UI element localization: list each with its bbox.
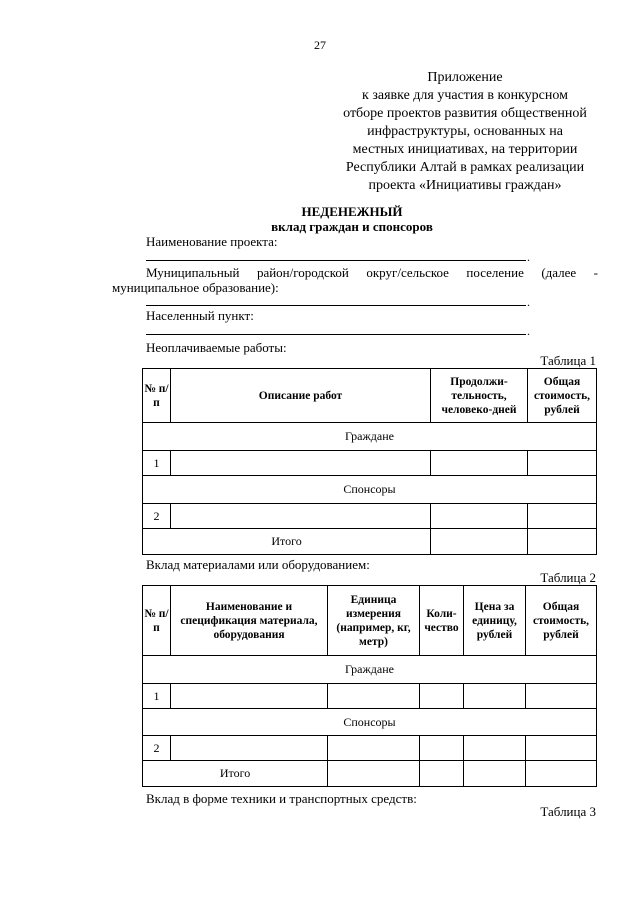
appendix-header (330, 69, 600, 195)
project-name-field[interactable] (146, 260, 526, 261)
cell-work-description[interactable] (171, 451, 431, 476)
title-line-1: НЕДЕНЕЖНЫЙ (301, 204, 403, 219)
materials-label: Вклад материалами или оборудованием: (146, 557, 370, 572)
table-unpaid-work (142, 368, 597, 555)
cell-total-cost[interactable] (528, 504, 597, 529)
cell-quantity[interactable] (420, 736, 464, 761)
settlement-dot: . (527, 324, 530, 338)
cell-total-unit-price[interactable] (464, 761, 526, 787)
cell-unit[interactable] (328, 736, 420, 761)
municipality-label: Муниципальный район/городской округ/сельское поселение (далее - (146, 265, 598, 280)
row-total-label: Итого (143, 529, 431, 555)
cell-unit-price[interactable] (464, 736, 526, 761)
page-number: 27 (314, 38, 326, 52)
col-unit-price: Цена за единицу, рублей (464, 586, 526, 656)
table2-caption: Таблица 2 (540, 570, 596, 585)
cell-total-quantity[interactable] (420, 761, 464, 787)
table1-caption: Таблица 1 (540, 353, 596, 368)
appendix-line: Приложение (427, 70, 503, 85)
cell-total-unit[interactable] (328, 761, 420, 787)
row-number: 2 (143, 736, 171, 761)
appendix-line: местных инициативах, на территории (352, 142, 578, 157)
col-number: № п/п (143, 369, 171, 423)
section-citizens: Граждане (143, 656, 597, 684)
cell-work-description[interactable] (171, 504, 431, 529)
cell-material-name[interactable] (171, 684, 328, 709)
appendix-line: проекта «Инициативы граждан» (368, 178, 562, 193)
col-material-name: Наименование и спецификация материала, оборудования (171, 586, 328, 656)
settlement-field[interactable] (146, 334, 526, 335)
cell-quantity[interactable] (420, 684, 464, 709)
table3-caption: Таблица 3 (540, 804, 596, 819)
cell-material-name[interactable] (171, 736, 328, 761)
cell-total-cost[interactable] (526, 736, 597, 761)
municipality-dot: . (527, 295, 530, 309)
project-name-label: Наименование проекта: (146, 234, 278, 249)
row-number: 2 (143, 504, 171, 529)
section-citizens: Граждане (143, 423, 597, 451)
col-total-cost: Общая стоимость, рублей (528, 369, 597, 423)
cell-duration[interactable] (431, 504, 528, 529)
unpaid-work-label: Неоплачиваемые работы: (146, 340, 287, 355)
cell-unit[interactable] (328, 684, 420, 709)
section-sponsors: Спонсоры (143, 709, 597, 736)
col-quantity: Коли-чество (420, 586, 464, 656)
vehicles-label: Вклад в форме техники и транспортных средств: (146, 791, 417, 806)
project-name-dot: . (527, 250, 530, 264)
cell-total-duration[interactable] (431, 529, 528, 555)
appendix-line: Республики Алтай в рамках реализации (345, 160, 585, 175)
col-duration: Продолжи-тельность, человеко-дней (431, 369, 528, 423)
col-work-description: Описание работ (171, 369, 431, 423)
cell-unit-price[interactable] (464, 684, 526, 709)
col-number: № п/п (143, 586, 171, 656)
municipality-field[interactable] (146, 305, 526, 306)
cell-total-cost[interactable] (526, 684, 597, 709)
appendix-line: к заявке для участия в конкурсном (362, 88, 568, 103)
document-title (150, 204, 554, 234)
cell-total-cost[interactable] (528, 451, 597, 476)
row-total-label: Итого (143, 761, 328, 787)
row-number: 1 (143, 451, 171, 476)
cell-total-sum[interactable] (526, 761, 597, 787)
section-sponsors: Спонсоры (143, 476, 597, 504)
title-line-2: вклад граждан и спонсоров (271, 219, 433, 234)
col-total-cost: Общая стоимость, рублей (526, 586, 597, 656)
appendix-line: инфраструктуры, основанных на (367, 124, 563, 139)
municipality-label-cont: муниципальное образование): (112, 280, 279, 295)
row-number: 1 (143, 684, 171, 709)
settlement-label: Населенный пункт: (146, 308, 254, 323)
table-materials (142, 585, 597, 787)
col-unit: Единица измерения (например, кг, метр) (328, 586, 420, 656)
cell-total-sum[interactable] (528, 529, 597, 555)
appendix-line: отборе проектов развития общественной (343, 106, 587, 121)
cell-duration[interactable] (431, 451, 528, 476)
